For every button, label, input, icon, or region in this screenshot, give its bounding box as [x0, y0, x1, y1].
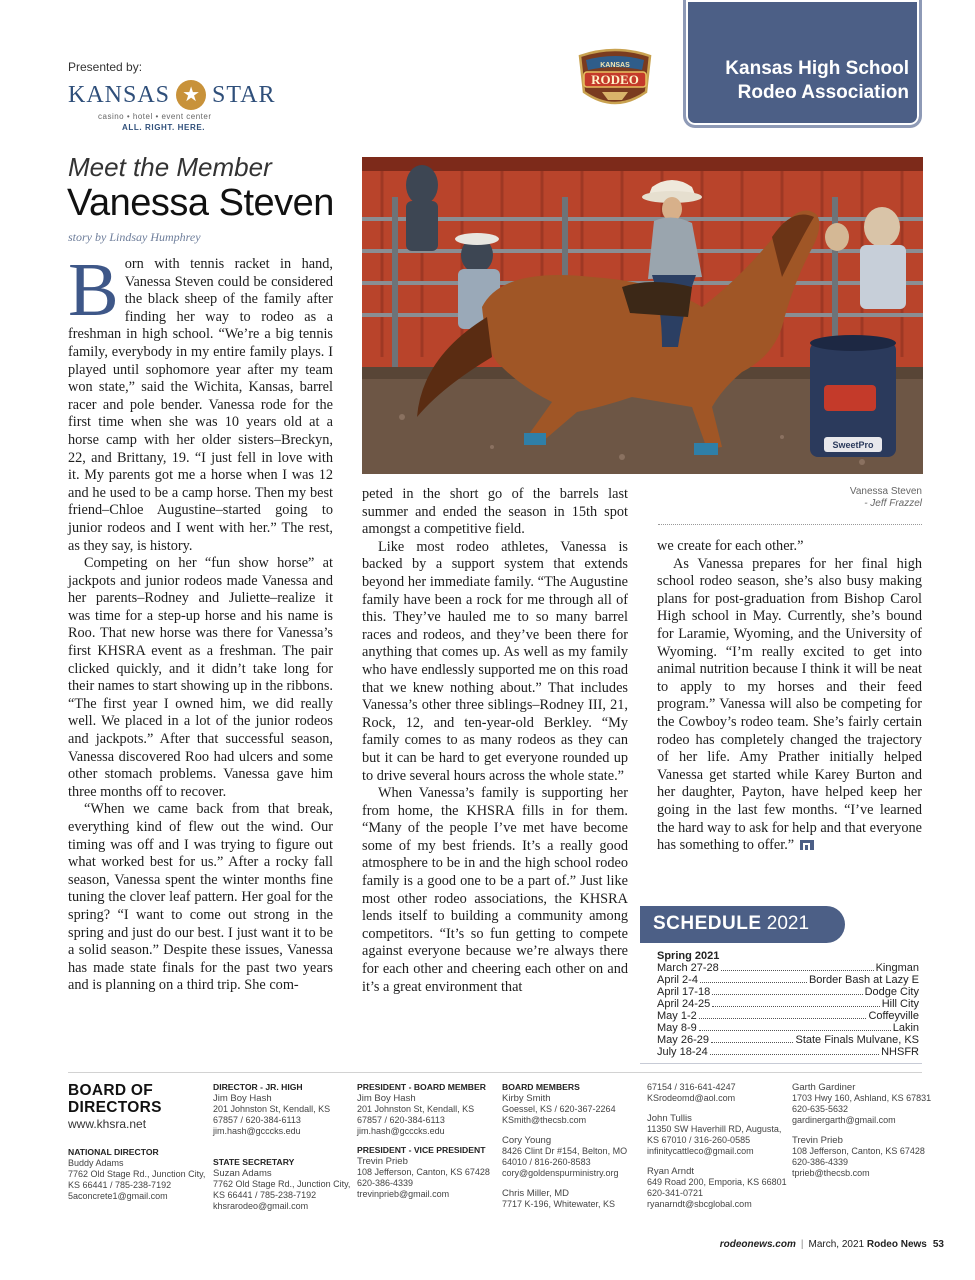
schedule-date: April 2-4: [657, 974, 698, 986]
schedule-place: NHSFR: [881, 1046, 919, 1058]
article-byline: story by Lindsay Humphrey: [68, 230, 201, 244]
photo-credit: - Jeff Frazzel: [864, 498, 922, 509]
presented-by-label: Presented by:: [68, 60, 143, 74]
sponsor-word-left: KANSAS: [68, 81, 171, 108]
director-name: Buddy Adams: [68, 1158, 124, 1168]
barrel-logo-text: SweetPro: [832, 440, 874, 450]
caption-text: Vanessa Steven: [849, 486, 922, 497]
director-email: jim.hash@gcccks.edu: [357, 1126, 445, 1136]
director-address: 108 Jefferson, Canton, KS 67428: [357, 1167, 490, 1177]
schedule-place: State Finals Mulvane, KS: [795, 1034, 919, 1046]
page-footer: [720, 1239, 944, 1250]
vice-president-label: PRESIDENT - VICE PRESIDENT: [357, 1145, 486, 1155]
director-name: Jim Boy Hash: [213, 1093, 272, 1104]
schedule-row: [657, 974, 919, 986]
member-email: gardinergarth@gmail.com: [792, 1115, 896, 1125]
member-address: 1703 Hwy 160, Ashland, KS 67831: [792, 1093, 932, 1103]
schedule-date: May 1-2: [657, 1010, 697, 1022]
member-name: John Tullis: [647, 1113, 692, 1124]
director-address: 201 Johnston St, Kendall, KS: [213, 1104, 331, 1114]
board-members-label: BOARD MEMBERS: [502, 1082, 580, 1092]
member-address: 64010 / 816-260-8583: [502, 1157, 591, 1167]
schedule-date: May 26-29: [657, 1034, 709, 1046]
drop-cap: B: [68, 248, 119, 332]
schedule-divider: [640, 1063, 922, 1064]
barrel: [810, 335, 896, 457]
director-name: Jim Boy Hash: [357, 1093, 416, 1104]
director-address: KS 66441 / 785-238-7192: [68, 1180, 172, 1190]
member-email: ryanarndt@sbcglobal.com: [647, 1199, 752, 1209]
member-address: 108 Jefferson, Canton, KS 67428: [792, 1146, 925, 1156]
sponsor-block: [68, 60, 288, 132]
schedule-date: May 8-9: [657, 1022, 697, 1034]
schedule-date: April 24-25: [657, 998, 711, 1010]
association-line-1: Kansas High School: [725, 58, 909, 79]
director-email: jim.hash@gcccks.edu: [213, 1126, 301, 1136]
schedule-place: Border Bash at Lazy E: [808, 974, 919, 986]
article-title: Vanessa Steven: [67, 182, 334, 224]
photo-caption: [660, 486, 922, 510]
schedule-date: April 17-18: [657, 986, 711, 998]
article-paragraph: Competing on her “fun show horse” at jackpots and junior rodeos made Vanessa and her parents–Rodney and Juliette–realize it was time for a step-up horse and his name is Roo. That new horse was there for Vanessa’s first KHSRA event as a freshman. The pair clicked quickly, and it didn’t take long for their names to start showing up in the ribbons. “The first year I owned him, we did really well. We placed in a lot of the junior rodeos and jackpots.” After that successful season, Vanessa discovered Roo had ulcers and some other stomach problems. Vanessa gave him three months off to recover.: [68, 555, 333, 800]
schedule-row: [657, 986, 919, 998]
schedule-date: March 27-28: [657, 962, 719, 974]
article-column-3: [657, 538, 922, 855]
schedule-row: [657, 962, 919, 974]
board-column-2: [213, 1082, 353, 1212]
caption-divider: [658, 524, 922, 525]
barrel-racing-photo: [362, 157, 923, 474]
article-paragraph: Like most rodeo athletes, Vanessa is backed by a support system that extends beyond her immediate family. “The Augustine family have been a rock for me through all of this. They’ve hauled me to so many barrel races and rodeos, and they’ve been there for anything that comes up. As well as my family who have endlessly supported me on this road that we knew nothing about.” That includes Vanessa’s other three siblings–Rodney III, 21, Rock, 12, and ten-year-old Berkley. “My family comes to as many rodeos as they can but it can be hard to get everyone rounded up to drive several hours across the whole state.”: [362, 538, 628, 784]
sponsor-word-right: STAR: [212, 81, 276, 108]
photo-illustration: [362, 157, 923, 474]
schedule-place: Dodge City: [864, 986, 919, 998]
article-paragraph: peted in the short go of the barrels last summer and ended the season in 15th spot amongst a competitive field.: [362, 486, 628, 538]
page-number: 53: [932, 1239, 944, 1250]
member-email: cory@goldenspurministry.org: [502, 1168, 619, 1178]
article-kicker: Meet the Member: [68, 152, 272, 182]
member-name: Chris Miller, MD: [502, 1188, 570, 1199]
association-line-2: Rodeo Association: [737, 82, 909, 103]
member-address: 67154 / 316-641-4247: [647, 1082, 736, 1092]
footer-publication: Rodeo News: [866, 1239, 927, 1250]
star-icon: ★: [176, 80, 206, 110]
board-title-line-2: DIRECTORS: [68, 1099, 162, 1116]
paragraph-text: orn with tennis racket in hand, Vanessa Steven could be considered the black sheep of the family after finding her way to rodeo as a freshman in high school. “We’re a big tennis family, everybody in my entire family plays. I played until sophomore year after my team won state,” said the Wichita, Kansas, barrel racer and pole bender. Vanessa rode for the first time when she was 10 years old at a horse camp with her older sisters–Breckyn, 22, and Brittany, 19. “I just fell in love with it. My parents got me a horse when I was 12 and he used to be a camp horse. Then my best friend–Chloe Augustine–started going to junior rodeos and I went with her.” The rest, as they say, is history.: [68, 256, 333, 554]
schedule-place: Kingman: [875, 962, 919, 974]
director-name: Suzan Adams: [213, 1168, 272, 1179]
sponsor-subtitle: casino • hotel • event center: [98, 112, 212, 121]
president-board-label: PRESIDENT - BOARD MEMBER: [357, 1082, 486, 1092]
director-email: trevinprieb@gmail.com: [357, 1189, 450, 1199]
end-mark-icon: [800, 840, 814, 850]
national-director-label: NATIONAL DIRECTOR: [68, 1147, 159, 1157]
member-name: Trevin Prieb: [792, 1135, 843, 1146]
member-address: 8426 Clint Dr #154, Belton, MO: [502, 1146, 628, 1156]
footer-separator: |: [800, 1239, 804, 1250]
rodeo-association-badge: [572, 48, 658, 108]
schedule-row: [657, 1046, 919, 1058]
badge-main-text: RODEO: [591, 72, 639, 87]
member-name: Ryan Arndt: [647, 1166, 694, 1177]
schedule-heading-tab: [640, 906, 845, 943]
schedule-row: [657, 1022, 919, 1034]
board-column-3: [357, 1082, 499, 1200]
director-email: 5aconcrete1@gmail.com: [68, 1191, 168, 1201]
kansas-star-logo: [68, 80, 288, 110]
schedule-list: [657, 950, 919, 1058]
board-column-6: [792, 1082, 932, 1179]
member-address: 11350 SW Haverhill RD, Augusta,: [647, 1124, 782, 1134]
director-phone: 620-386-4339: [357, 1178, 414, 1188]
member-name: Cory Young: [502, 1135, 552, 1146]
board-website-link[interactable]: www.khsra.net: [68, 1117, 147, 1131]
sponsor-tagline: ALL. RIGHT. HERE.: [122, 123, 206, 132]
member-phone: 620-386-4339: [792, 1157, 849, 1167]
article-paragraph: “When we came back from that break, everything kind of flew out the wind. Our timing was off and I was trying to figure out what worked best for us.” After a rocky fall season, Vanessa spent the winter months fine tuning the clover leaf pattern. Her goal for the spring? “I want to come out strong in the spring and just do our best. I just want it to be a solid season.” Despite these issues, Vanessa has made state finals for the past two years and is planning on a third trip. She com-: [68, 801, 333, 994]
schedule-heading: SCHEDULE: [653, 913, 762, 934]
schedule-place: Hill City: [881, 998, 919, 1010]
member-name: Kirby Smith: [502, 1093, 551, 1104]
footer-issue: March, 2021: [808, 1239, 865, 1250]
member-address: 649 Road 200, Emporia, KS 66801: [647, 1177, 787, 1187]
member-email: KSmith@thecsb.com: [502, 1115, 587, 1125]
member-email: KSrodeomd@aol.com: [647, 1093, 736, 1103]
association-banner: [683, 0, 922, 128]
schedule-row: [657, 1034, 919, 1046]
article-column-1: [68, 248, 333, 995]
board-title-line-1: BOARD OF: [68, 1082, 154, 1099]
member-email: infinitycattleco@gmail.com: [647, 1146, 754, 1156]
director-address: 67857 / 620-384-6113: [213, 1115, 301, 1125]
schedule-place: Coffeyville: [868, 1010, 919, 1022]
member-phone: 620-635-5632: [792, 1104, 849, 1114]
footer-site-link[interactable]: rodeonews.com: [719, 1239, 796, 1250]
schedule-row: [657, 998, 919, 1010]
article-paragraph: we create for each other.”: [657, 538, 804, 554]
director-address: KS 66441 / 785-238-7192: [213, 1190, 317, 1200]
director-email: khsrarodeo@gmail.com: [213, 1201, 309, 1211]
member-email: tprieb@thecsb.com: [792, 1168, 870, 1178]
article-paragraph: [68, 248, 333, 555]
member-address: 7717 K-196, Whitewater, KS: [502, 1199, 616, 1209]
paragraph-text: As Vanessa prepares for her final high school rodeo season, she’s also busy making plans for post-graduation from Bishop Carol High school in May. Currently, she’s bound for Laramie, Wyoming, and the University of Wyoming. “I’m really excited to get into animal nutrition because I think it will be neat to apply to my horses and their feed program.” Vanessa will also be competing for the Cowboy’s rodeo team. She’s fairly certain rodeo has completely changed the trajectory of her life. Amy Prather initially helped Vanessa get started while Karey Burton and her daughter, Payton, have helped keep her going in the last few months. “I’ve learned the hard way to ask for help and that everyone has something to offer.”: [657, 555, 922, 854]
schedule-date: July 18-24: [657, 1046, 708, 1058]
schedule-subhead: Spring 2021: [657, 950, 720, 962]
state-secretary-label: STATE SECRETARY: [213, 1157, 295, 1167]
director-address: 7762 Old Stage Rd., Junction City,: [68, 1169, 206, 1179]
member-name: Garth Gardiner: [792, 1082, 856, 1093]
board-title: [68, 1082, 162, 1116]
schedule-row: [657, 1010, 919, 1022]
article-paragraph: [657, 556, 922, 855]
member-address: KS 67010 / 316-260-0585: [647, 1135, 751, 1145]
director-name: Trevin Prieb: [357, 1156, 408, 1167]
article-column-2: [362, 486, 628, 996]
badge-top-text: KANSAS: [600, 62, 630, 69]
schedule-place: Lakin: [892, 1022, 919, 1034]
director-address: 67857 / 620-384-6113: [357, 1115, 445, 1125]
schedule-year: 2021: [766, 913, 810, 934]
board-column-5: [647, 1082, 789, 1210]
national-director-block: [68, 1147, 205, 1202]
member-address: Goessel, KS / 620-367-2264: [502, 1104, 616, 1114]
jr-high-director-label: DIRECTOR - JR. HIGH: [213, 1082, 303, 1092]
director-address: 7762 Old Stage Rd., Junction City,: [213, 1179, 351, 1189]
director-address: 201 Johnston St, Kendall, KS: [357, 1104, 475, 1114]
article-paragraph: When Vanessa’s family is supporting her from home, the KHSRA fills in for them. “Many of the people I’ve met have become some of my best friends. It’s a really good atmosphere to be in and the high school rodeo family is a good one to be a part of.” Just like most other rodeo associations, the KHSRA lends itself to building a community among competitors. “It’s so fun getting to compete against everyone because we’re always there for each other and cheering each other on and it’s a great environment that: [362, 785, 628, 995]
board-divider: [68, 1072, 922, 1073]
board-column-4: [502, 1082, 644, 1210]
member-phone: 620-341-0721: [647, 1188, 704, 1198]
